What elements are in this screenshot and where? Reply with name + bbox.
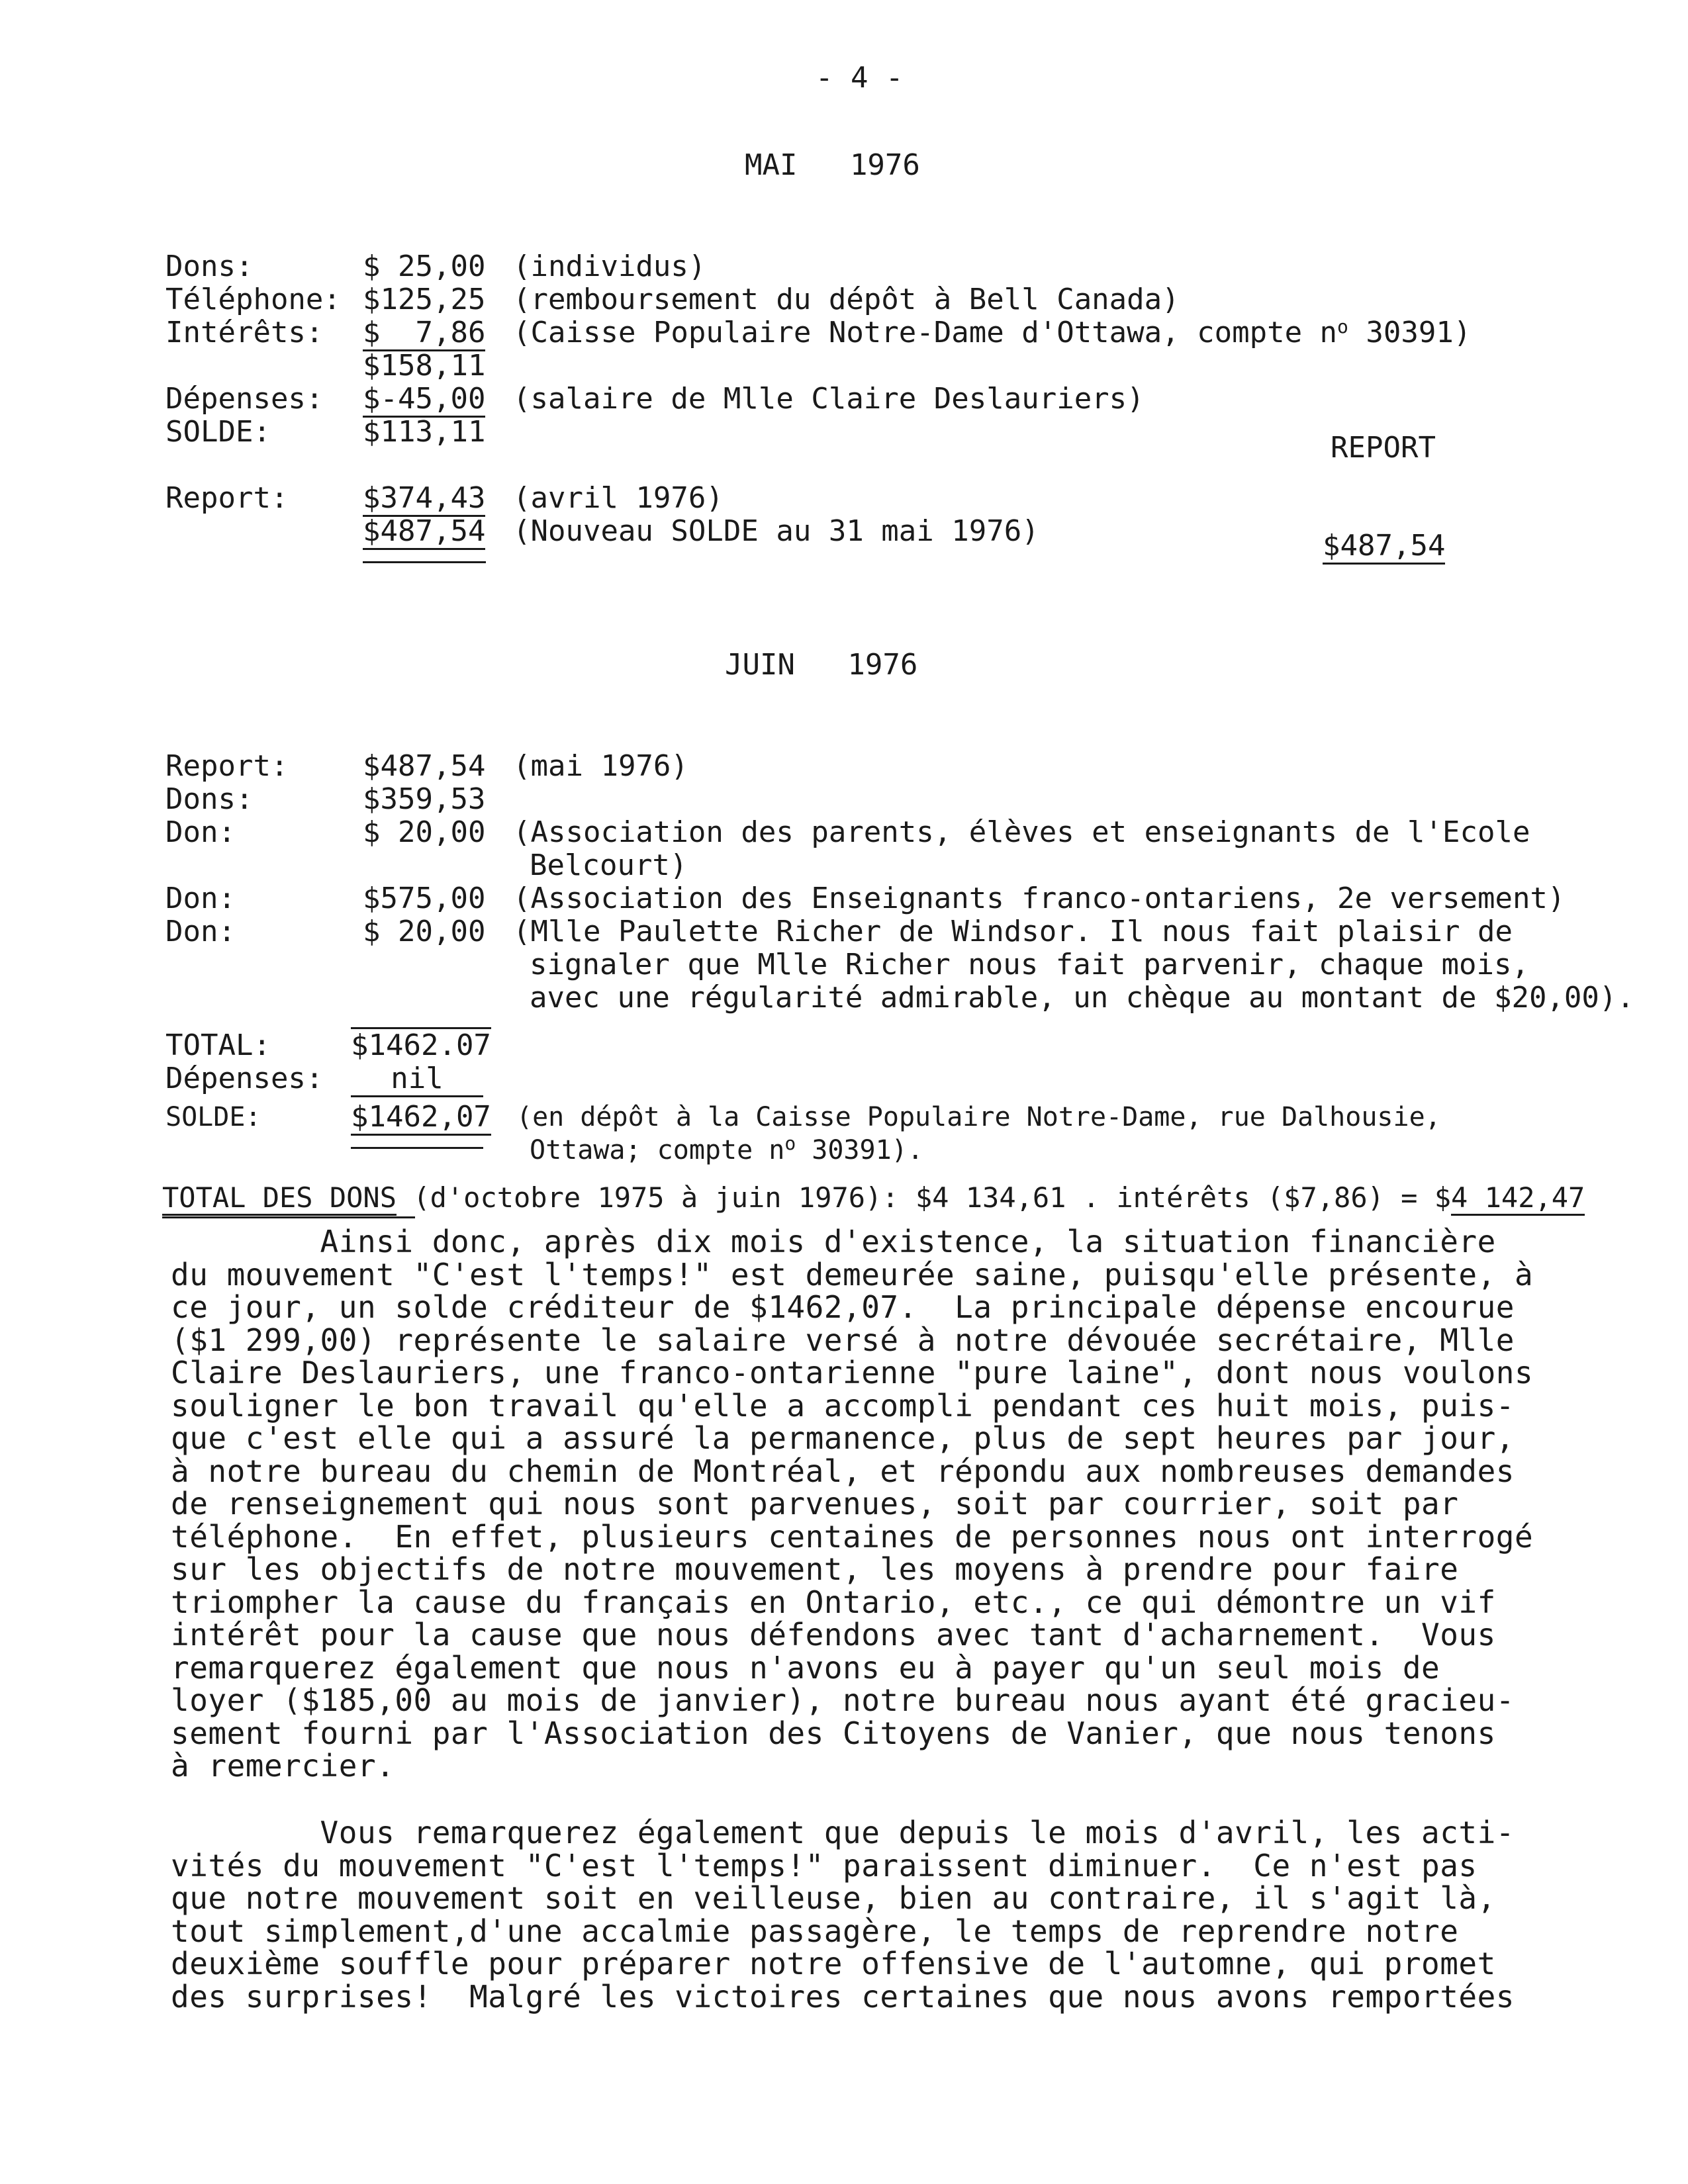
ledger-amount: $359,53 [363, 782, 486, 816]
total-dons-underline [162, 1216, 415, 1218]
ledger-note: (Association des Enseignants franco-ontariens, 2e versement) [513, 882, 1566, 915]
section-heading-juin: JUIN 1976 [725, 648, 918, 682]
paragraph-line: sement fourni par l'Association des Citoyens de Vanier, que nous tenons [171, 1715, 1496, 1751]
ledger-label: Téléphone: [165, 283, 341, 316]
total-dons-label: TOTAL DES DONS [162, 1181, 397, 1216]
paragraph-line: que notre mouvement soit en veilleuse, bien au contraire, il s'agit là, [171, 1880, 1496, 1916]
ledger-label: Don: [165, 915, 236, 948]
ledger-balance: $1462,07 [351, 1101, 491, 1136]
ledger-label: Dépenses: [165, 1062, 324, 1095]
paragraph-line: deuxième souffle pour préparer notre offensive de l'automne, qui promet [171, 1946, 1496, 1981]
double-underline [351, 1147, 483, 1149]
paragraph-line: du mouvement "C'est l'temps!" est demeurée saine, puisqu'elle présente, à [171, 1256, 1534, 1293]
paragraph-line: ($1 299,00) représente le salaire versé à notre dévouée secrétaire, Mlle [171, 1322, 1515, 1358]
ledger-subtotal: $158,11 [363, 349, 486, 383]
page-number: - 4 - [816, 61, 904, 95]
paragraph-line: tout simplement,d'une accalmie passagère, le temps de reprendre notre [171, 1913, 1459, 1949]
double-underline [363, 561, 486, 563]
ledger-label: SOLDE: [165, 415, 271, 449]
ledger-label: SOLDE: [165, 1102, 261, 1132]
paragraph-line: sur les objectifs de notre mouvement, les moyens à prendre pour faire [171, 1551, 1459, 1587]
section-heading-mai: MAI 1976 [745, 148, 920, 182]
ledger-total: $1462.07 [351, 1028, 491, 1062]
paragraph-line: que c'est elle qui a assuré la permanence, plus de sept heures par jour, [171, 1420, 1515, 1456]
ledger-label: Dons: [165, 250, 254, 283]
body-paragraph-1 [171, 1226, 1614, 1783]
body-paragraph-2 [171, 1817, 1614, 2013]
ledger-amount: $575,00 [363, 882, 486, 915]
ledger-amount: $374,43 [363, 482, 485, 517]
ledger-amount: $487,54 [363, 749, 486, 783]
paragraph-line: ce jour, un solde créditeur de $1462,07. La principale dépense encourue [171, 1289, 1515, 1325]
paragraph-line: téléphone. En effet, plusieurs centaines de personnes nous ont interrogé [171, 1518, 1534, 1555]
paragraph-line: Ainsi donc, après dix mois d'existence, la situation financière [171, 1224, 1496, 1259]
paragraph-line: de renseignement qui nous sont parvenues, soit par courrier, soit par [171, 1486, 1459, 1522]
ledger-note: (salaire de Mlle Claire Deslauriers) [513, 382, 1145, 416]
ledger-label: Intérêts: [165, 316, 324, 349]
ledger-label: Report: [165, 481, 289, 515]
ledger-note-continued: Ottawa; compte $n^o$ 30391). [530, 1132, 923, 1165]
ledger-amount: $125,25 [363, 283, 486, 316]
paragraph-line: Vous remarquerez également que depuis le mois d'avril, les acti- [171, 1815, 1515, 1850]
ledger-amount: $ 7,86 [363, 316, 485, 351]
total-dons-amount: 4 142,47 [1451, 1181, 1585, 1216]
total-dons-line [162, 1181, 1585, 1214]
ledger-balance: $487,54 [363, 515, 485, 550]
ledger-label: Don: [165, 882, 236, 915]
ledger-note: (mai 1976) [513, 749, 688, 783]
ledger-note: (Caisse Populaire Notre-Dame d'Ottawa, compte $n^o$ 30391) [513, 316, 1472, 349]
paragraph-line: vités du mouvement "C'est l'temps!" paraissent diminuer. Ce n'est pas [171, 1847, 1477, 1884]
report-heading: REPORT [1331, 431, 1436, 465]
ledger-label: Dons: [165, 782, 254, 816]
ledger-note-continued: avec une régularité admirable, un chèque au montant de $20,00). [530, 981, 1634, 1015]
paragraph-line: à notre bureau du chemin de Montréal, et répondu aux nombreuses demandes [171, 1453, 1515, 1489]
ledger-amount: $-45,00 [363, 383, 485, 418]
ledger-label: Dépenses: [165, 382, 324, 416]
ledger-note: (avril 1976) [513, 481, 724, 515]
paragraph-line: intérêt pour la cause que nous défendons avec tant d'acharnement. Vous [171, 1617, 1496, 1653]
ledger-label: Don: [165, 815, 236, 849]
ledger-label: TOTAL: [165, 1028, 271, 1062]
ledger-amount: $ 20,00 [363, 815, 486, 849]
paragraph-line: des surprises! Malgré les victoires certaines que nous avons remportées [171, 1978, 1515, 2015]
ledger-amount: nil [351, 1062, 483, 1097]
ledger-amount: $ 20,00 [363, 915, 486, 948]
paragraph-line: souligner le bon travail qu'elle a accompli pendant ces huit mois, puis- [171, 1387, 1515, 1424]
report-amount: $487,54 [1323, 529, 1445, 565]
ledger-note: (Association des parents, élèves et enseignants de l'Ecole [513, 815, 1530, 849]
ledger-note: (en dépôt à la Caisse Populaire Notre-Dame, rue Dalhousie, [516, 1102, 1441, 1132]
total-dons-text: (d'octobre 1975 à juin 1976): $4 134,61 . intérêts ($7,86) = $ [397, 1181, 1452, 1214]
paragraph-line: loyer ($185,00 au mois de janvier), notre bureau nous ayant été gracieu- [171, 1682, 1515, 1718]
ledger-note: (Nouveau SOLDE au 31 mai 1976) [513, 514, 1039, 548]
paragraph-line: triompher la cause du français en Ontario, etc., ce qui démontre un vif [171, 1584, 1496, 1620]
paragraph-line: à remercier. [171, 1748, 395, 1784]
ledger-note: (remboursement du dépôt à Bell Canada) [513, 283, 1180, 316]
ledger-note-continued: Belcourt) [530, 848, 688, 882]
ledger-label: Report: [165, 749, 289, 783]
paragraph-line: remarquerez également que nous n'avons eu à payer qu'un seul mois de [171, 1649, 1440, 1686]
paragraph-line: Claire Deslauriers, une franco-ontarienne "pure laine", dont nous voulons [171, 1355, 1534, 1390]
ledger-note: (Mlle Paulette Richer de Windsor. Il nous fait plaisir de [513, 915, 1513, 948]
ledger-note: (individus) [513, 250, 706, 283]
ledger-amount: $ 25,00 [363, 250, 486, 283]
ledger-amount: $113,11 [363, 415, 486, 449]
ledger-note-continued: signaler que Mlle Richer nous fait parvenir, chaque mois, [530, 948, 1529, 981]
